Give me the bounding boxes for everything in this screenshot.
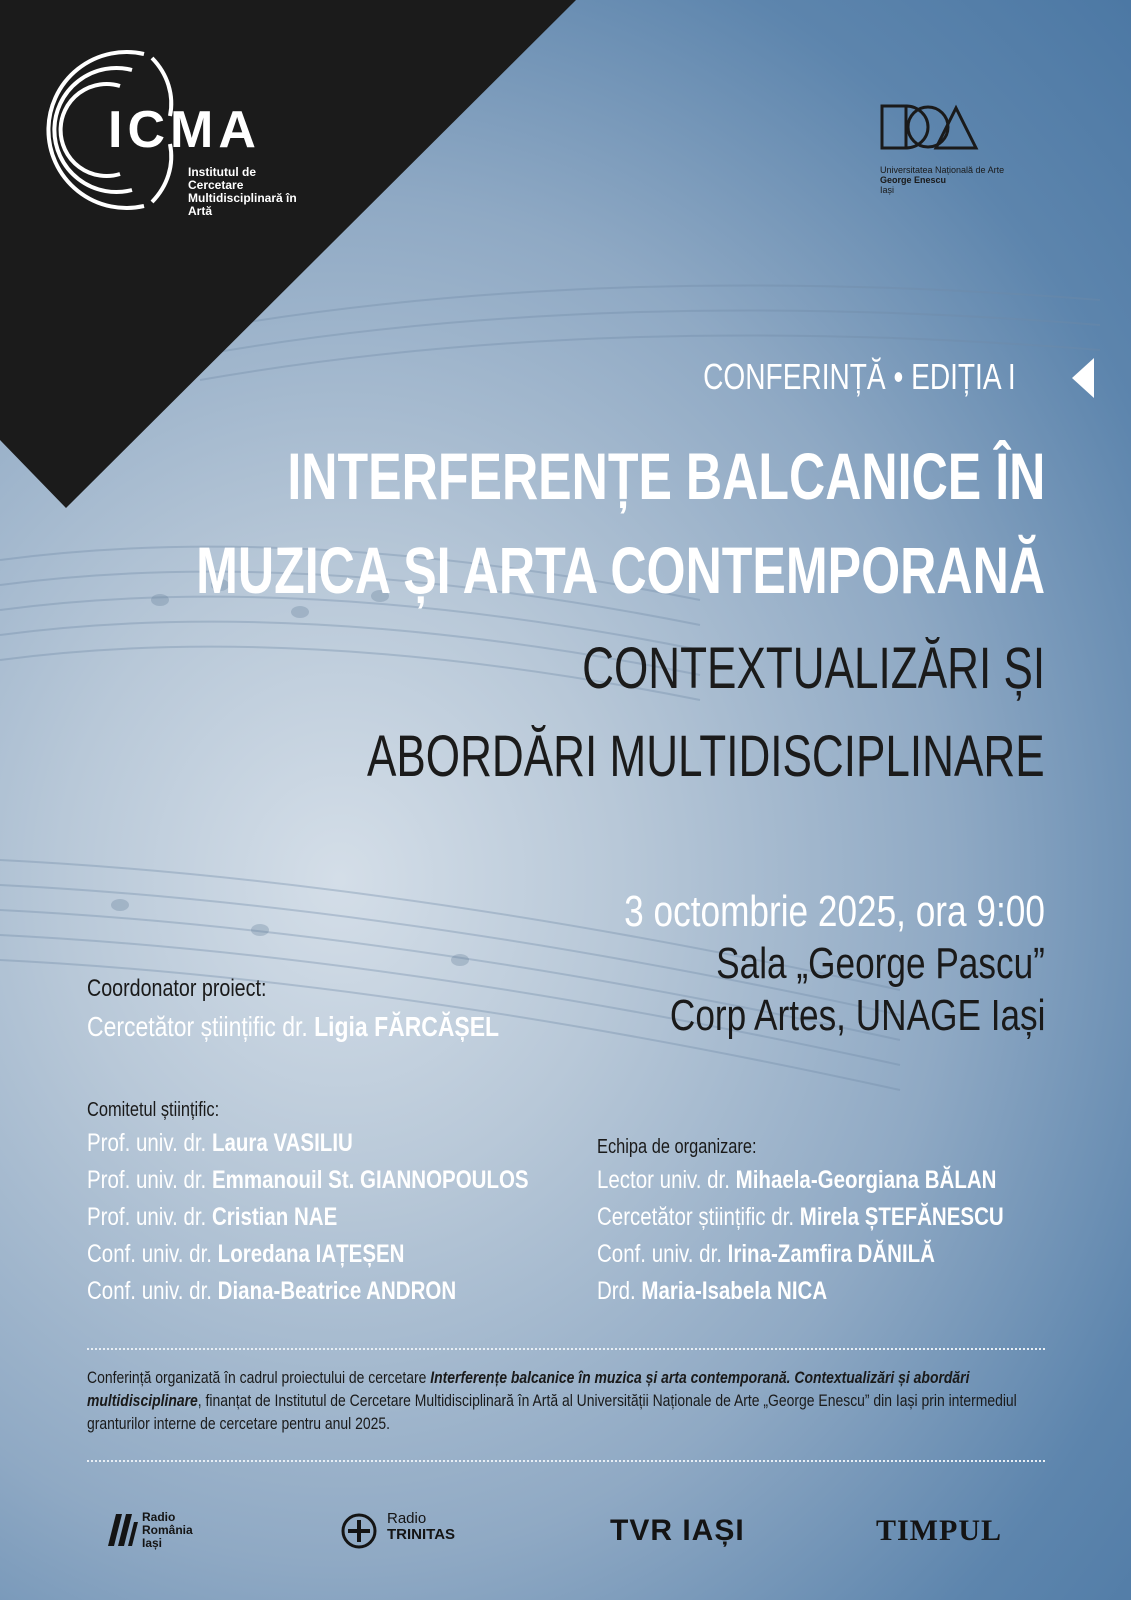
university-line: Universitatea Națională de Arte [880,165,1005,175]
title-line-1: INTERFERENȚE BALCANICE ÎN [287,439,1045,513]
icma-logo-subtitle [188,166,348,218]
organizer-member: Conf. univ. dr. Irina-Zamfira DĂNILĂ [597,1240,935,1268]
edition-label: CONFERINȚĂ • EDIȚIA I [703,356,1016,397]
divider [87,1348,1045,1350]
committee-label: Comitetul științific: [87,1099,220,1121]
organizer-member: Cercetător științific dr. Mirela ȘTEFĂNESCU [597,1203,1004,1231]
timpul-logo: TIMPUL [876,1514,1002,1547]
radio-trinitas-logo-icon [340,1512,378,1550]
committee-member: Prof. univ. dr. Cristian NAE [87,1203,338,1231]
university-name [880,165,1060,195]
funding-note: Conferință organizată în cadrul proiectului de cercetare Interferențe balcanice în muzica și arta contemporană. Contextualizări și abordări multidisciplinare, finanțat de Institutul de Cercetare Multidisciplinară în Artă al Universității Naționale de Arte „George Enescu” din Iași prin intermediul granturilor interne de cercetare pentru anul 2025. [87,1368,1017,1433]
organizer-member: Lector univ. dr. Mihaela-Georgiana BĂLAN [597,1166,997,1194]
icma-subtitle-line: Institutul de [188,165,256,179]
organizers-label: Echipa de organizare: [597,1136,757,1158]
committee-member: Prof. univ. dr. Emmanouil St. GIANNOPOULOS [87,1166,529,1194]
committee-member: Prof. univ. dr. Laura VASILIU [87,1129,353,1157]
tvr-iasi-logo: TVR IAȘI [610,1514,745,1547]
coordinator-person [87,1011,499,1043]
subtitle-line-1: CONTEXTUALIZĂRI ȘI [582,636,1045,701]
organizer-member: Drd. Maria-Isabela NICA [597,1277,828,1305]
radio-romania-logo-icon [104,1512,138,1548]
radio-romania-name: Radio România Iași [142,1510,193,1550]
event-date: 3 octombrie 2025, ora 9:00 [624,887,1045,936]
committee-member: Conf. univ. dr. Diana-Beatrice ANDRON [87,1277,457,1305]
icma-subtitle-line: Artă [188,204,213,218]
project-title: Interferențe balcanice în muzica și arta contemporană. Contextualizări și abordări multidisciplinare [87,1368,970,1410]
coordinator-title: Cercetător științific dr. [87,1011,308,1042]
subtitle-line-2: ABORDĂRI MULTIDISCIPLINARE [367,724,1045,789]
coordinator-label: Coordonator proiect: [87,975,267,1002]
committee-member: Conf. univ. dr. Loredana IAȚEȘEN [87,1240,405,1268]
icma-subtitle-line: Cercetare [188,178,244,192]
arrow-left-icon [1072,358,1094,398]
radio-trinitas-name: Radio TRINITAS [387,1510,456,1543]
event-room: Sala „George Pascu” [716,939,1045,988]
title-line-2: MUZICA ȘI ARTA CONTEMPORANĂ [196,533,1045,607]
university-line: George Enescu [880,175,947,185]
icma-logo-word: ICMA [108,101,261,159]
university-line: Iași [880,185,895,195]
icma-subtitle-line: Multidisciplinară în [188,191,297,205]
divider [87,1460,1045,1462]
event-building: Corp Artes, UNAGE Iași [669,991,1045,1040]
unage-logo-icon [880,104,980,154]
coordinator-name: Ligia FĂRCĂȘEL [314,1011,500,1042]
